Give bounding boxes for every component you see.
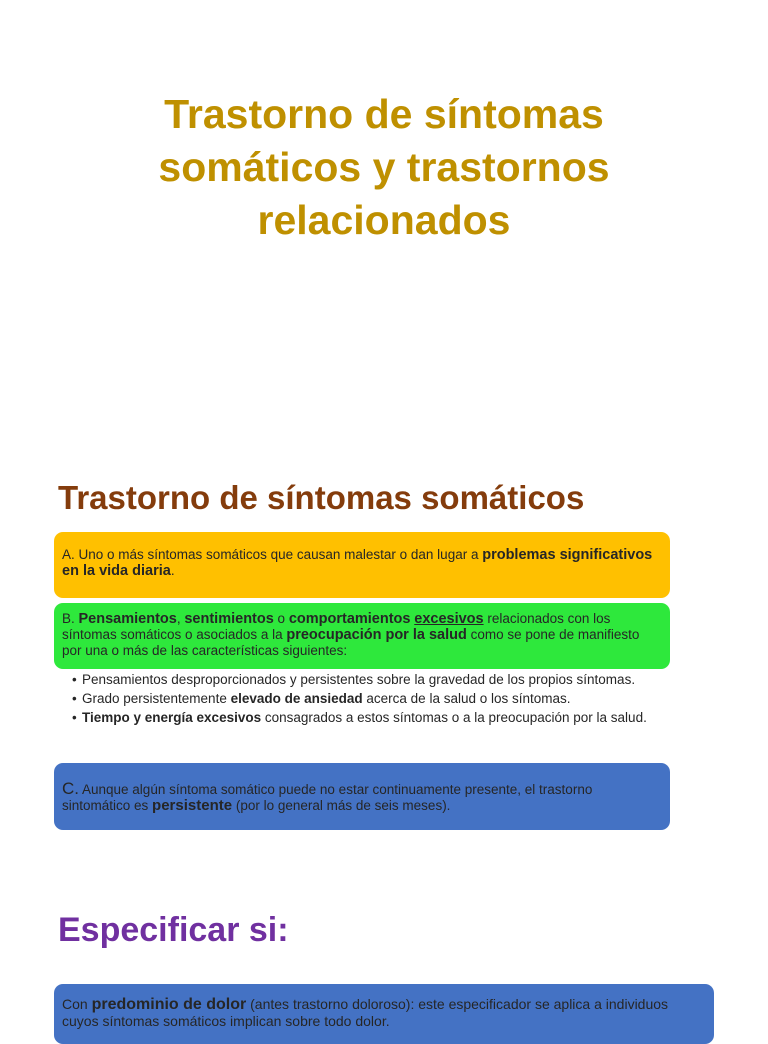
bullet-icon: • <box>72 672 77 687</box>
criterion-c-end: (por lo general más de seis meses). <box>232 798 451 813</box>
criterion-b-sentimientos: sentimientos <box>184 611 274 627</box>
section-heading-trastorno: Trastorno de síntomas somáticos <box>58 479 585 516</box>
bullet-icon: • <box>72 710 77 725</box>
criterion-b-end: como se pone de manifiesto por una o más de las características siguientes: <box>62 627 640 658</box>
criterion-b-comportamientos: comportamientos <box>288 611 411 627</box>
criterion-b-bullet-list <box>70 673 660 730</box>
list-item <box>70 692 660 706</box>
criterion-a-end: . <box>170 563 175 578</box>
criterion-c-letter: C. <box>62 779 79 798</box>
criterion-b-mid: relacionados con los síntomas somáticos o asociados a la <box>62 611 611 642</box>
criterion-a-text: A. Uno o más síntomas somáticos que causan malestar o dan lugar a <box>62 547 483 562</box>
list-item <box>70 673 660 687</box>
criterion-b-sep2: o <box>273 611 289 626</box>
bullet-2-pre: Grado persistentemente <box>82 691 231 706</box>
criterion-b-preocupacion: preocupación por la salud <box>286 627 467 643</box>
bullet-1-text: Pensamientos desproporcionados y persistentes sobre la gravedad de los propios síntomas. <box>82 672 636 687</box>
specifier-bold: predominio de dolor <box>91 996 247 1013</box>
specifier-post: (antes trastorno doloroso): este especificador se aplica a individuos cuyos síntomas somáticos implican sobre todo dolor. <box>62 996 669 1029</box>
criterion-b-sep1: , <box>176 611 185 626</box>
criterion-b-pensamientos: Pensamientos <box>78 611 177 627</box>
slide-title <box>0 88 768 247</box>
bullet-2-bold: elevado de ansiedad <box>230 691 363 706</box>
criterion-c-bold: persistente <box>152 797 233 814</box>
criterion-c-text: Aunque algún síntoma somático puede no estar continuamente presente, el trastorno sintomático es <box>62 782 593 813</box>
criterion-a-box <box>54 532 670 598</box>
title-line-1: Trastorno de síntomas <box>164 91 604 137</box>
criterion-b-box <box>54 603 670 669</box>
specifier-box <box>54 984 714 1044</box>
list-item <box>70 711 660 725</box>
criterion-a-bold: problemas significativos en la vida diaria <box>62 547 653 579</box>
criterion-c-box <box>54 763 670 830</box>
title-line-3: relacionados <box>257 197 511 243</box>
criterion-b-excesivos: excesivos <box>414 611 484 627</box>
bullet-icon: • <box>72 691 77 706</box>
title-line-2: somáticos y trastornos <box>158 144 610 190</box>
bullet-3-post: consagrados a estos síntomas o a la preocupación por la salud. <box>261 710 647 725</box>
specifier-pre: Con <box>62 996 92 1012</box>
bullet-3-bold: Tiempo y energía excesivos <box>82 710 262 725</box>
section-heading-especificar: Especificar si: <box>58 911 289 949</box>
criterion-b-prefix: B. <box>62 611 79 626</box>
bullet-2-post: acerca de la salud o los síntomas. <box>362 691 571 706</box>
